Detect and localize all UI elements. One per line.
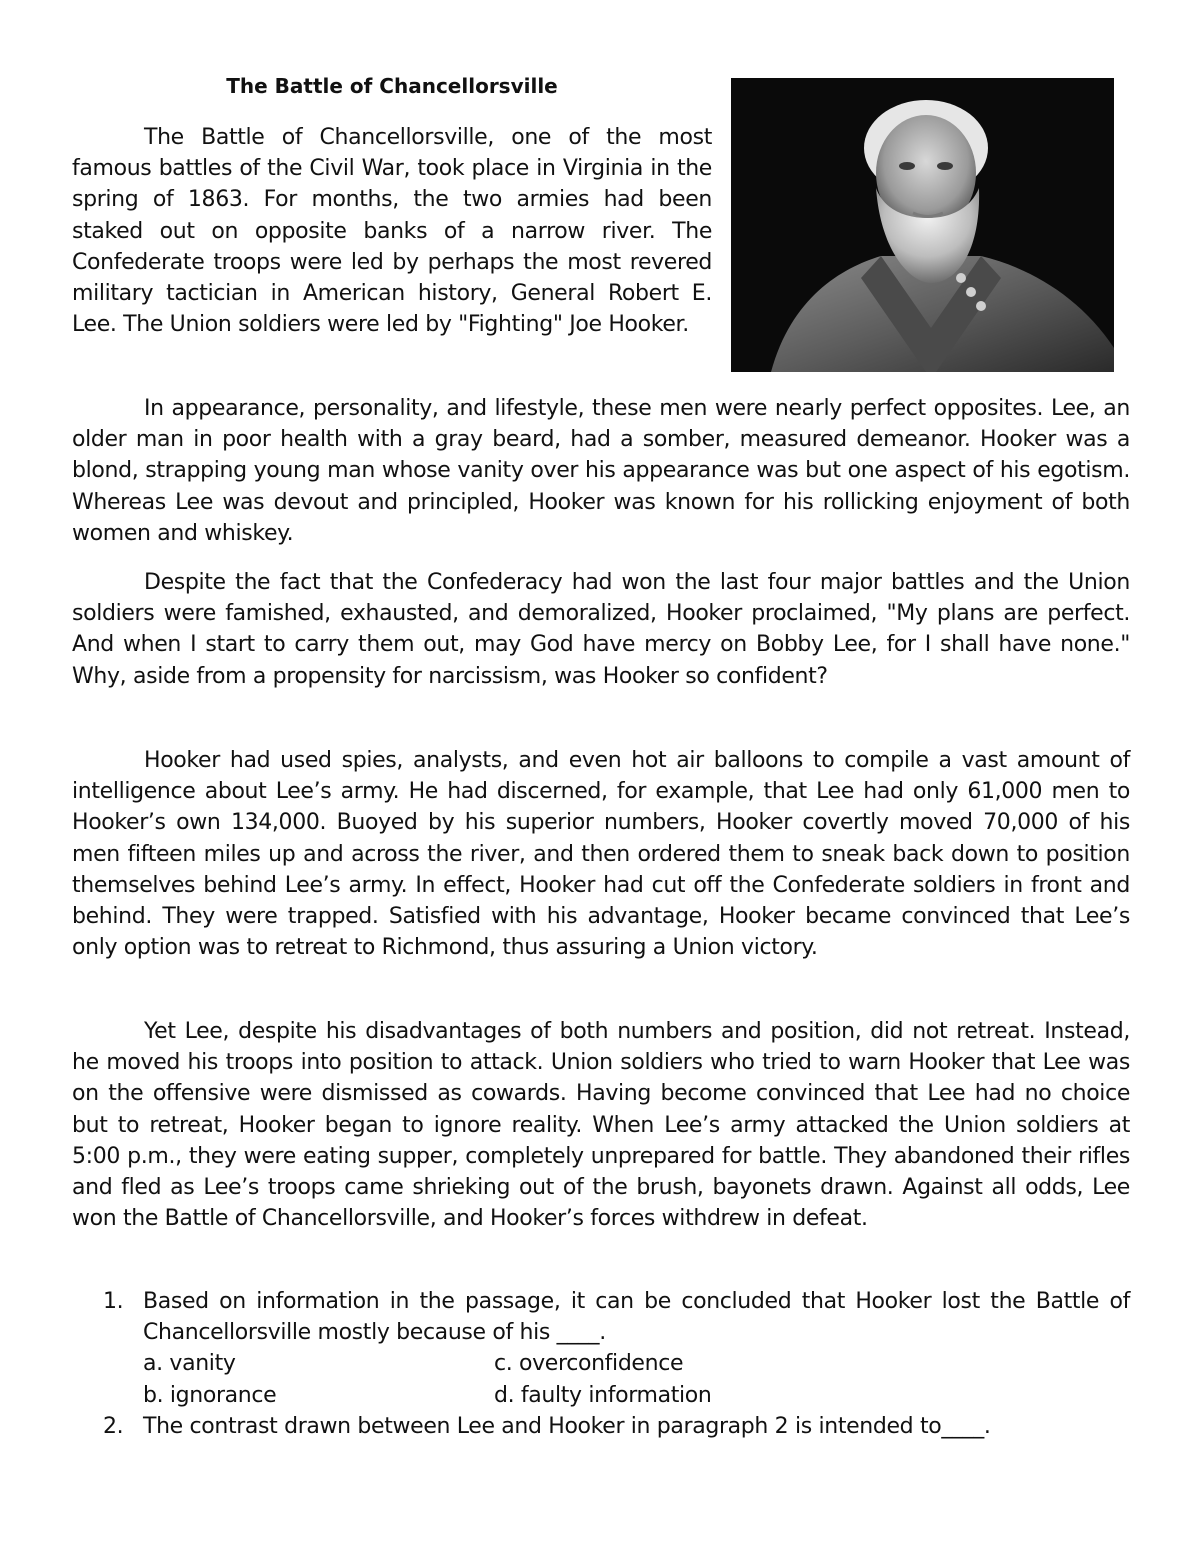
- question-1: [72, 1286, 1130, 1411]
- paragraph-5: Yet Lee, despite his disadvantages of both numbers and position, did not retreat. Instead, he moved his troops into position to attack. Union soldiers who tried to warn Hooker that Lee was on the offensive were dismissed as cowards. Having become convinced that Lee had no choice but to retreat, Hooker began to ignore reality. When Lee’s army attacked the Union soldiers at 5:00 p.m., they were eating supper, completely unprepared for battle. They abandoned their rifles and fled as Lee’s troops came shrieking out of the brush, bayonets drawn. Against all odds, Lee won the Battle of Chancellorsville, and Hooker’s forces withdrew in defeat.: [72, 1019, 1130, 1232]
- question-number: 2.: [103, 1413, 124, 1439]
- paragraph-2: In appearance, personality, and lifestyle, these men were nearly perfect opposites. Lee, an older man in poor health with a gray beard, had a somber, measured demeanor. Hooker was a blond, strapping young man whose vanity over his appearance was but one aspect of his egotism. Whereas Lee was devout and principled, Hooker was known for his rollicking enjoyment of both women and whiskey.: [72, 396, 1130, 546]
- option-d: d. faulty information: [494, 1382, 712, 1408]
- option-c: c. overconfidence: [494, 1351, 684, 1377]
- paragraph-3: Despite the fact that the Confederacy had won the last four major battles and the Union soldiers were famished, exhausted, and demoralized, Hooker proclaimed, "My plans are perfect. And when I start to carry them out, may God have mercy on Bobby Lee, for I shall have none." Why, aside from a propensity for narcissism, was Hooker so confident?: [72, 570, 1130, 689]
- portrait-image: [731, 78, 1114, 372]
- paragraph-4: Hooker had used spies, analysts, and even hot air balloons to compile a vast amount of intelligence about Lee’s army. He had discerned, for example, that Lee had only 61,000 men to Hooker’s own 134,000. Buoyed by his superior numbers, Hooker covertly moved 70,000 of his men fifteen miles up and across the river, and then ordered them to sneak back down to position themselves behind Lee’s army. In effect, Hooker had cut off the Confederate soldiers in front and behind. They were trapped. Satisfied with his advantage, Hooker became convinced that Lee’s only option was to retreat to Richmond, thus assuring a Union victory.: [72, 748, 1130, 961]
- question-2: [72, 1411, 1130, 1442]
- paragraph-1: The Battle of Chancellorsville, one of the most famous battles of the Civil War, took place in Virginia in the spring of 1863. For months, the two armies had been staked out on opposite banks of a narrow river. The Confederate troops were led by perhaps the most revered military tactician in American history, General Robert E. Lee. The Union soldiers were led by "Fighting" Joe Hooker.: [72, 125, 712, 338]
- option-a: a. vanity: [143, 1351, 236, 1377]
- page-title: The Battle of Chancellorsville: [226, 74, 558, 98]
- question-number: 1.: [103, 1289, 124, 1314]
- portrait-drawing: [731, 78, 1114, 372]
- question-text: Based on information in the passage, it can be concluded that Hooker lost the Battle of Chancellorsville mostly because of his ____.: [143, 1289, 1130, 1346]
- question-text: The contrast drawn between Lee and Hooker in paragraph 2 is intended to____.: [143, 1413, 991, 1439]
- question-list: [72, 1286, 1130, 1442]
- answer-options: [143, 1348, 1130, 1410]
- option-b: b. ignorance: [143, 1382, 277, 1408]
